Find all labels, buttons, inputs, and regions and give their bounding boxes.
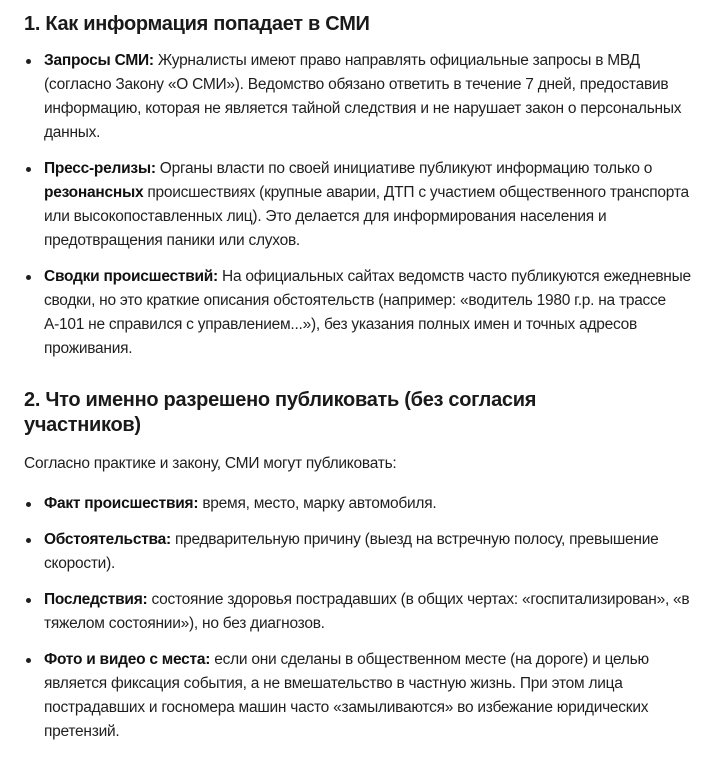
bullet-icon bbox=[26, 167, 31, 172]
item-text: состояние здоровья пострадавших (в общих чертах: «госпитализирован», «в тяжелом состоянии»), но без диагнозов. bbox=[44, 591, 690, 632]
bullet-icon bbox=[26, 658, 31, 663]
item-term: Пресс-релизы: bbox=[44, 160, 156, 177]
section-heading: 2. Что именно разрешено публиковать (без согласия участников) bbox=[24, 389, 537, 436]
list-item bbox=[24, 648, 694, 744]
bullet-icon bbox=[26, 275, 31, 280]
bullet-icon bbox=[26, 59, 31, 64]
list-item bbox=[24, 157, 694, 253]
item-term: Запросы СМИ: bbox=[44, 52, 154, 69]
intro-paragraph: Согласно практике и закону, СМИ могут публиковать: bbox=[24, 455, 397, 472]
bullet-icon bbox=[26, 538, 31, 543]
item-term: Сводки происшествий: bbox=[44, 268, 218, 285]
item-text: происшествиях (крупные аварии, ДТП с участием общественного транспорта или высокопоставленных лиц). Это делается для информирования населения и предотвращения паники или слухов. bbox=[44, 184, 689, 249]
section-heading: 1. Как информация попадает в СМИ bbox=[24, 13, 370, 35]
item-text: если они сделаны в общественном месте (на дороге) и целью является фиксация события, а не вмешательство в частную жизнь. При этом лица пострадавших и госномера машин часто «замыливаются» во избежание юридических претензий. bbox=[44, 651, 649, 740]
item-term: Факт происшествия: bbox=[44, 495, 199, 512]
bullet-list bbox=[24, 49, 694, 361]
list-item bbox=[24, 588, 694, 636]
item-term: Последствия: bbox=[44, 591, 148, 608]
list-item bbox=[24, 492, 694, 516]
item-text: Органы власти по своей инициативе публикуют информацию только о bbox=[155, 160, 653, 177]
list-item bbox=[24, 265, 694, 361]
item-text: Журналисты имеют право направлять официальные запросы в МВД (согласно Закону «О СМИ»). Ведомство обязано ответить в течение 7 дней, предоставив информацию, которая не является тайной следствия и не нарушает закон о персональных данных. bbox=[44, 52, 682, 141]
bullet-list bbox=[24, 492, 694, 744]
item-text: На официальных сайтах ведомств часто публикуются ежедневные сводки, но это краткие описания обстоятельств (например: «водитель 1980 г.р. на трассе А-101 не справился с управлением...»), без указания полных имен и точных адресов проживания. bbox=[44, 268, 691, 357]
item-text: время, место, марку автомобиля. bbox=[198, 495, 437, 512]
list-item bbox=[24, 49, 694, 145]
item-text: предварительную причину (выезд на встречную полосу, превышение скорости). bbox=[44, 531, 659, 572]
item-term: Фото и видео с места: bbox=[44, 651, 211, 668]
bullet-icon bbox=[26, 598, 31, 603]
list-item bbox=[24, 528, 694, 576]
bullet-icon bbox=[26, 502, 31, 507]
item-emphasis: резонансных bbox=[44, 184, 144, 201]
item-term: Обстоятельства: bbox=[44, 531, 171, 548]
